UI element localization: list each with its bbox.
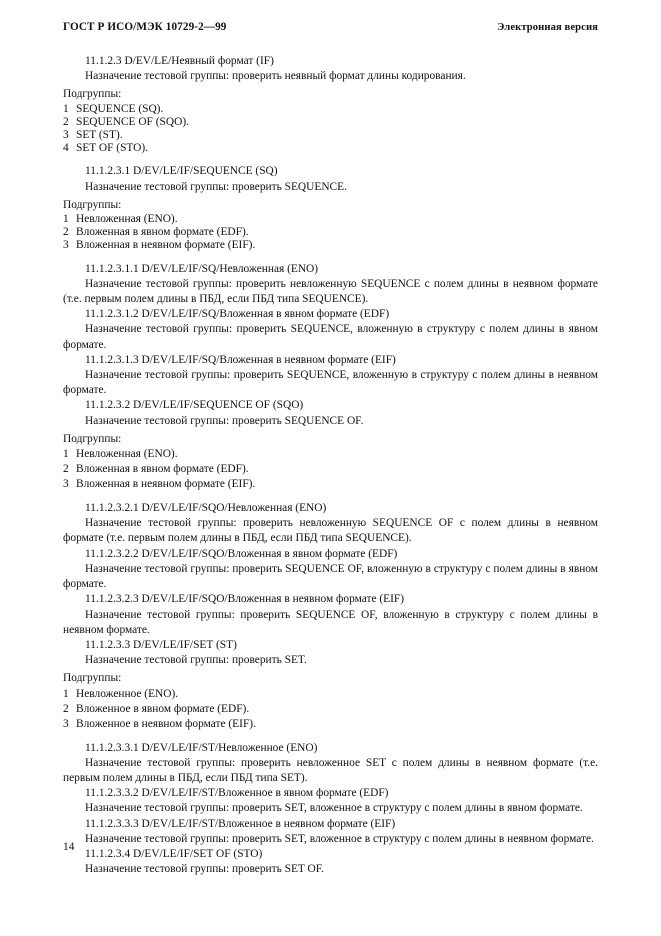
clause-heading: 11.1.2.3 D/EV/LE/Неявный формат (IF) xyxy=(85,55,274,67)
purpose-paragraph: Назначение тестовой группы: проверить SEQUENCE OF, вложенную в структуру с полем длины в явном формате. xyxy=(63,562,598,591)
clause-heading: 11.1.2.3.1.1 D/EV/LE/IF/SQ/Невложенная (ENO) xyxy=(85,262,319,275)
subgroup-list xyxy=(63,213,598,253)
list-item-label: Вложенное в явном формате (EDF). xyxy=(76,702,250,715)
clause-heading: 11.1.2.3.1 D/EV/LE/IF/SEQUENCE (SQ) xyxy=(85,165,278,178)
purpose-paragraph: Назначение тестовой группы: проверить неявный формат длины кодирования. xyxy=(85,70,466,83)
list-item-number: 1 xyxy=(63,448,69,461)
subgroup-list xyxy=(63,103,598,156)
list-item-number: 1 xyxy=(63,687,69,700)
clause-heading: 11.1.2.3.2.2 D/EV/LE/IF/SQO/Вложенная в явном формате (EDF) xyxy=(85,547,398,560)
list-item-label: Вложенная в явном формате (EDF). xyxy=(76,463,249,476)
clause-heading: 11.1.2.3.1.2 D/EV/LE/IF/SQ/Вложенная в явном формате (EDF) xyxy=(85,308,390,321)
list-item-label: Невложенная (ENO). xyxy=(76,213,178,226)
list-item-number: 4 xyxy=(63,142,69,155)
list-item-label: Невложенное (ENO). xyxy=(76,687,179,700)
purpose-paragraph: Назначение тестовой группы: проверить SEQUENCE OF, вложенную в структуру с полем длины в неявном формате. xyxy=(63,608,598,636)
list-item xyxy=(63,226,598,239)
purpose-paragraph: Назначение тестовой группы: проверить SEQUENCE, вложенную в структуру с полем длины в неявном формате. xyxy=(63,369,598,397)
list-item-number: 3 xyxy=(63,717,69,730)
clause-heading: 11.1.2.3.2.3 D/EV/LE/IF/SQO/Вложенная в неявном формате (EIF) xyxy=(85,593,405,606)
list-item xyxy=(63,462,598,477)
purpose-paragraph: Назначение тестовой группы: проверить невложенное SET с полем длины в неявном формате (т.е. первым полем длины в ПБД, если ПБД типа SET). xyxy=(63,756,598,784)
clause-heading: 11.1.2.3.3.3 D/EV/LE/IF/ST/Вложенное в неявном формате (EIF) xyxy=(85,817,396,830)
purpose-paragraph: Назначение тестовой группы: проверить SEQUENCE. xyxy=(85,180,347,193)
list-item-number: 1 xyxy=(63,213,69,226)
subgroup-list xyxy=(63,447,598,492)
purpose-paragraph: Назначение тестовой группы: проверить SEQUENCE OF. xyxy=(85,414,364,427)
list-item-number: 2 xyxy=(63,226,69,239)
section-sq-items xyxy=(63,262,598,399)
standard-reference: ГОСТ Р ИСО/МЭК 10729-2—99 xyxy=(63,21,227,33)
list-item-number: 3 xyxy=(63,129,69,142)
purpose-paragraph: Назначение тестовой группы: проверить SET, вложенное в структуру с полем длины в явном формате. xyxy=(85,802,583,815)
list-item-number: 3 xyxy=(63,239,69,252)
subgroup-list xyxy=(63,687,598,732)
list-item-label: Вложенное в неявном формате (EIF). xyxy=(76,717,256,730)
clause-heading: 11.1.2.3.3.1 D/EV/LE/IF/ST/Невложенное (ENO) xyxy=(85,741,318,754)
list-item xyxy=(63,717,598,732)
list-item-number: 2 xyxy=(63,702,69,715)
section-sto xyxy=(63,847,598,877)
purpose-paragraph: Назначение тестовой группы: проверить невложенную SEQUENCE OF с полем длины в неявном формате (т.е. первым полем длины в ПБД, если ПБД типа SEQUENCE). xyxy=(63,517,598,545)
list-item xyxy=(63,129,598,142)
list-item-label: SET (ST). xyxy=(76,129,123,142)
purpose-paragraph: Назначение тестовой группы: проверить SET OF. xyxy=(85,863,325,876)
clause-heading: 11.1.2.3.3.2 D/EV/LE/IF/ST/Вложенное в явном формате (EDF) xyxy=(85,787,389,800)
section-sqo xyxy=(63,398,598,492)
subgroups-label: Подгруппы: xyxy=(63,88,122,101)
clause-heading: 11.1.2.3.3 D/EV/LE/IF/SET (ST) xyxy=(85,638,237,651)
section-st xyxy=(63,638,598,732)
section-st-items xyxy=(63,741,598,847)
list-item-label: SEQUENCE (SQ). xyxy=(76,102,164,115)
purpose-paragraph: Назначение тестовой группы: проверить SET. xyxy=(85,654,307,667)
list-item-label: SEQUENCE OF (SQO). xyxy=(76,115,189,128)
purpose-paragraph: Назначение тестовой группы: проверить невложенную SEQUENCE с полем длины в неявном формате (т.е. первым полем длины в ПБД, если ПБД типа SEQUENCE). xyxy=(63,277,598,306)
clause-heading: 11.1.2.3.2 D/EV/LE/IF/SEQUENCE OF (SQO) xyxy=(85,399,304,412)
list-item xyxy=(63,142,598,155)
list-item-label: Вложенная в неявном формате (EIF). xyxy=(76,239,256,252)
list-item xyxy=(63,477,598,492)
running-head xyxy=(63,21,598,33)
section-sq xyxy=(63,164,598,252)
list-item-label: Невложенная (ENO). xyxy=(76,448,178,461)
list-item xyxy=(63,687,598,702)
section-if xyxy=(63,54,598,155)
purpose-paragraph: Назначение тестовой группы: проверить SEQUENCE, вложенную в структуру с полем длины в явном формате. xyxy=(63,323,598,351)
purpose-paragraph: Назначение тестовой группы: проверить SET, вложенное в структуру с полем длины в неявном формате. xyxy=(85,832,594,845)
list-item-label: SET OF (STO). xyxy=(76,142,149,155)
clause-heading: 11.1.2.3.1.3 D/EV/LE/IF/SQ/Вложенная в неявном формате (EIF) xyxy=(85,353,396,366)
list-item-number: 3 xyxy=(63,478,69,491)
page-number: 14 xyxy=(63,841,75,853)
list-item xyxy=(63,213,598,226)
list-item-number: 2 xyxy=(63,115,69,128)
subgroups-label: Подгруппы: xyxy=(63,432,122,445)
section-sqo-items xyxy=(63,501,598,638)
list-item-label: Вложенная в неявном формате (EIF). xyxy=(76,478,256,491)
document-body xyxy=(63,54,598,877)
subgroups-label: Подгруппы: xyxy=(63,672,122,685)
edition-note: Электронная версия xyxy=(497,22,598,33)
clause-heading: 11.1.2.3.4 D/EV/LE/IF/SET OF (STO) xyxy=(85,847,263,860)
list-item-number: 2 xyxy=(63,463,69,476)
list-item xyxy=(63,239,598,252)
list-item xyxy=(63,116,598,129)
list-item xyxy=(63,702,598,717)
list-item-label: Вложенная в явном формате (EDF). xyxy=(76,226,249,239)
subgroups-label: Подгруппы: xyxy=(63,198,122,211)
list-item xyxy=(63,447,598,462)
clause-heading: 11.1.2.3.2.1 D/EV/LE/IF/SQO/Невложенная (ENO) xyxy=(85,502,327,515)
list-item xyxy=(63,103,598,116)
list-item-number: 1 xyxy=(63,102,69,115)
